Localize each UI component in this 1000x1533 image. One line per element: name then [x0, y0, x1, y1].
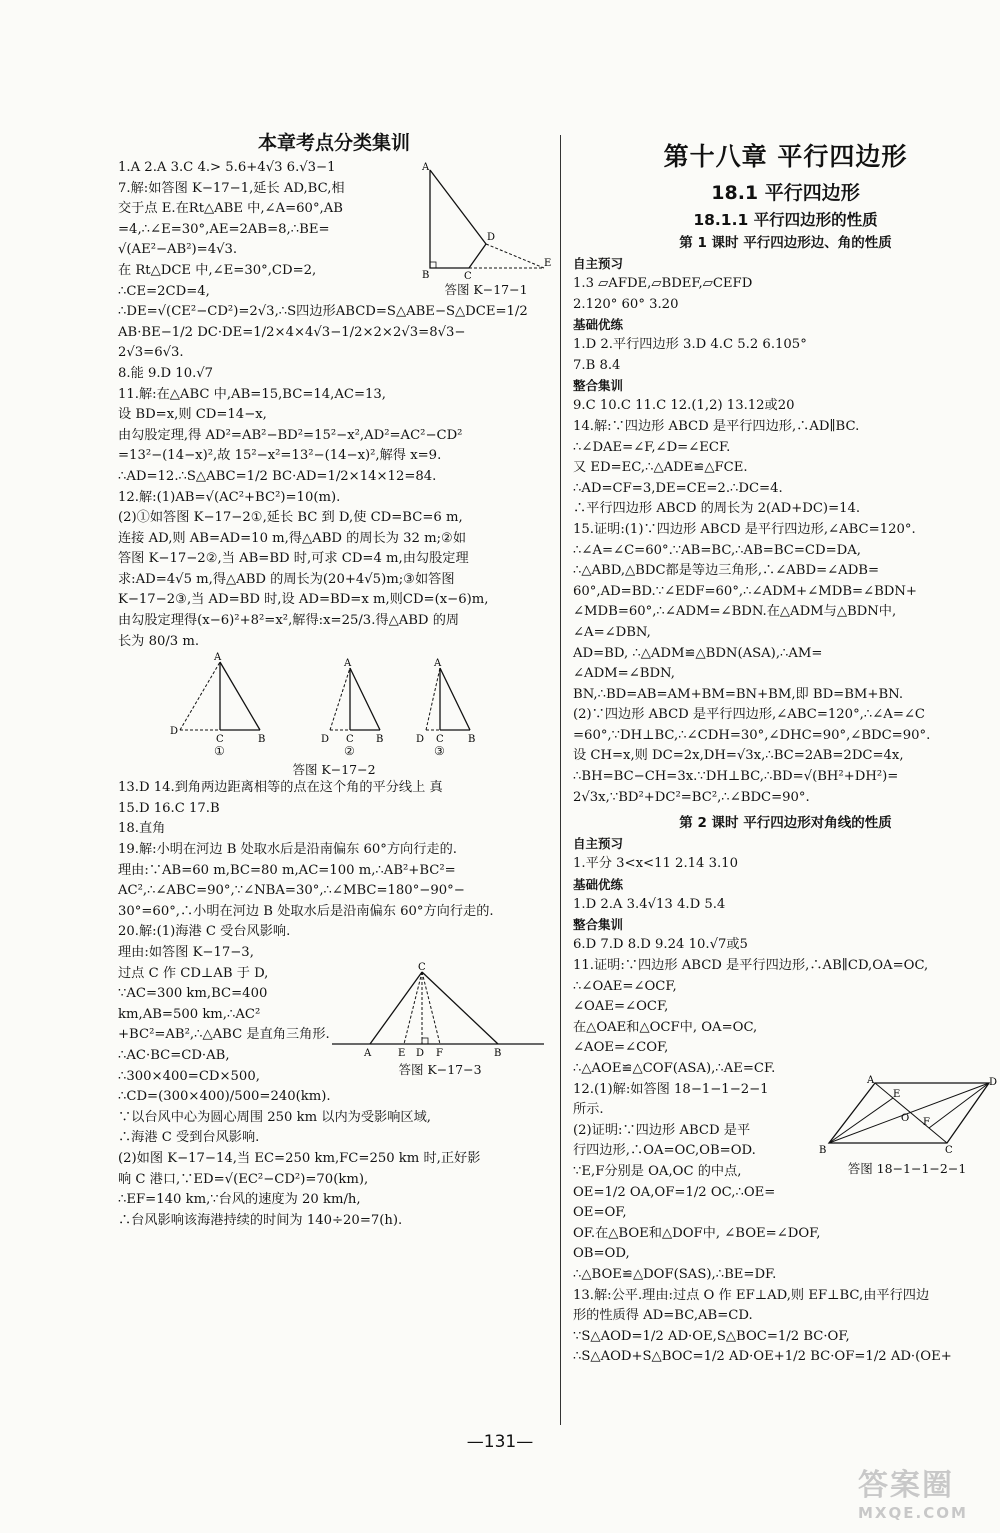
text-line: km,AB=500 km,∴AC²	[118, 1006, 261, 1022]
text-line: 9.C 10.C 11.C 12.(1,2) 13.12或20	[573, 398, 795, 414]
l1-zhenghe	[573, 396, 998, 808]
text-line: ∴海港 C 受到台风影响.	[118, 1130, 260, 1146]
text-line: 设 CH=x,则 DC=2x,DH=√3x,∴BC=2AB=2DC=4x,	[573, 748, 904, 764]
svg-text:C: C	[346, 734, 354, 746]
watermark-text: 答案圈	[858, 1468, 954, 1503]
text-line: BN,∴BD=AB=AM+BM=BN+BM,即 BD=BM+BN.	[573, 686, 904, 702]
svg-text:A: A	[344, 658, 352, 670]
text-line: ∴台风影响该海港持续的时间为 140÷20=7(h).	[118, 1212, 403, 1228]
text-line: ∴平行四边形 ABCD 的周长为 2(AD+DC)=14.	[573, 501, 861, 517]
text-line: =4,∴∠E=30°,AE=2AB=8,∴BE=	[118, 221, 330, 237]
triangle-3	[416, 658, 475, 745]
svg-text:B: B	[494, 1048, 502, 1060]
text-line: ∴∠OAE=∠OCF,	[573, 978, 677, 994]
text-line: 2√3x,∵BD²+DC²=BC²,∴∠BDC=90°.	[573, 789, 810, 805]
text-line: 交于点 E.在Rt△ABE 中,∠A=60°,AB	[118, 201, 343, 217]
lesson-2-heading: 第 2 课时 平行四边形对角线的性质	[679, 815, 892, 832]
text-line: 6.D 7.D 8.D 9.24 10.√7或5	[573, 937, 748, 953]
svg-text:D: D	[321, 734, 330, 746]
svg-text:B: B	[819, 1145, 827, 1157]
diagram-k-17-2	[118, 652, 550, 754]
text-line: 60°,AD=BD.∵∠EDF=60°,∴∠ADM+∠MDB=∠BDN+	[573, 583, 917, 599]
svg-text:F: F	[436, 1048, 443, 1060]
svg-text:E: E	[398, 1048, 406, 1060]
text-line: AB·BE−1/2 DC·DE=1/2×4×4√3−1/2×2×2√3=8√3−	[118, 324, 466, 340]
text-line: K−17−2③,当 AD=BD 时,设 AD=BD=x m,则CD=(x−6)m,	[118, 592, 489, 608]
l2-zhenghe-b	[573, 1183, 998, 1368]
text-line: 8.能 9.D 10.√7	[118, 365, 214, 381]
tag-zhenghe: 整合集训	[573, 378, 624, 394]
diagram-k-17-1	[416, 160, 556, 280]
svg-text:B: B	[258, 734, 266, 746]
text-line: 7.解:如答图 K−17−1,延长 AD,BC,相	[118, 180, 345, 196]
triangle-2	[321, 658, 383, 745]
page-number: —131—	[466, 1432, 534, 1452]
svg-text:C: C	[216, 734, 224, 746]
tag-zizhu-2: 自主预习	[573, 836, 624, 852]
text-line: 形的性质得 AD=BC,AB=CD.	[573, 1308, 753, 1324]
text-line: 15.证明:(1)∵四边形 ABCD 是平行四边形,∠ABC=120°.	[573, 521, 916, 537]
svg-text:A: A	[364, 1048, 372, 1060]
svg-text:D: D	[487, 232, 496, 243]
diagram-k-17-3	[330, 962, 550, 1060]
text-line: 11.解:在△ABC 中,AB=15,BC=14,AC=13,	[118, 386, 386, 402]
text-line: ∠AOE=∠COF,	[573, 1040, 669, 1056]
text-line: 1.D 2.A 3.4√13 4.D 5.4	[573, 896, 726, 912]
svg-text:E: E	[893, 1089, 901, 1101]
text-line: ∴CE=2CD=4,	[118, 283, 210, 299]
text-line: 19.解:小明在河边 B 处取水后是沿南偏东 60°方向行走的.	[118, 842, 457, 858]
figure-k-17-2	[118, 652, 550, 778]
text-line: 1.A 2.A 3.C 4.> 5.6+4√3 6.√3−1	[118, 160, 336, 175]
text-line: 由勾股定理,得 AD²=AB²−BD²=15²−x²,AD²=AC²−CD²	[118, 427, 463, 443]
svg-text:A: A	[434, 658, 442, 670]
l2-zizhu	[573, 854, 998, 875]
text-line: 由勾股定理得(x−6)²+8²=x²,解得:x=25/3.得△ABD 的周	[118, 613, 460, 629]
svg-text:B: B	[376, 734, 384, 746]
triangle-1	[170, 652, 265, 745]
text-line: 过点 C 作 CD⊥AB 于 D,	[118, 965, 269, 981]
sublabel-2: ②	[344, 744, 355, 759]
text-line: 14.解:∵四边形 ABCD 是平行四边形,∴AD∥BC.	[573, 418, 860, 434]
text-line: 20.解:(1)海港 C 受台风影响.	[118, 924, 291, 940]
text-line: 11.证明:∵四边形 ABCD 是平行四边形,∴AB∥CD,OA=OC,	[573, 958, 929, 974]
text-line: 理由:如答图 K−17−3,	[118, 945, 254, 960]
text-line: 2.120° 60° 3.20	[573, 296, 679, 312]
l1-zizhu	[573, 274, 998, 315]
text-line: ∴AD=CF=3,DE=CE=2.∴DC=4.	[573, 480, 783, 496]
tag-jichu: 基础优练	[573, 317, 624, 333]
text-line: AD=BD, ∴△ADM≌△BDN(ASA),∴AM=	[573, 645, 823, 661]
text-line: OF.在△BOE和△DOF中, ∠BOE=∠DOF,	[573, 1225, 821, 1241]
text-line: ∴△BOE≌△DOF(SAS),∴BE=DF.	[573, 1266, 777, 1282]
text-line: 行四边形,∴OA=OC,OB=OD.	[573, 1143, 756, 1159]
text-line: ∠A=∠DBN,	[573, 624, 651, 640]
l1-jichu	[573, 335, 998, 376]
text-line: ∴∠A=∠C=60°.∵AB=BC,∴AB=BC=CD=DA,	[573, 542, 861, 558]
svg-text:D: D	[416, 1048, 425, 1060]
text-line: ∴EF=140 km,∵台风的速度为 20 km/h,	[118, 1192, 361, 1208]
text-line: ∴DE=√(CE²−CD²)=2√3,∴S四边形ABCD=S△ABE−S△DCE=1/2	[118, 304, 528, 320]
svg-text:D: D	[416, 734, 425, 746]
text-line: 设 BD=x,则 CD=14−x,	[118, 407, 267, 423]
text-line: 在 Rt△DCE 中,∠E=30°,CD=2,	[118, 262, 317, 278]
svg-text:A: A	[214, 652, 222, 664]
text-line: 长为 80/3 m.	[118, 633, 200, 649]
text-line: 1.平分 3<x<11 2.14 3.10	[573, 856, 738, 872]
tag-zizhu: 自主预习	[573, 256, 624, 271]
figure-k-17-3	[330, 962, 550, 1078]
text-line: OB=OD,	[573, 1246, 630, 1262]
text-line: 响 C 港口,∵ED=√(EC²−CD²)=70(km),	[118, 1171, 369, 1187]
sublabel-1: ①	[214, 744, 225, 759]
text-line: 15.D 16.C 17.B	[118, 800, 220, 816]
tag-jichu-2: 基础优练	[573, 876, 624, 892]
sublabel-3: ③	[434, 744, 445, 759]
text-line: ∠ADM=∠BDN,	[573, 666, 675, 682]
figure-caption: 答图 18−1−1−2−1	[847, 1161, 967, 1177]
svg-text:A: A	[867, 1075, 875, 1087]
text-line: OE=OF,	[573, 1205, 627, 1221]
text-line: 答图 K−17−2②,当 AB=BD 时,可求 CD=4 m,由勾股定理	[118, 551, 469, 567]
section-title: 本章考点分类集训	[257, 132, 410, 154]
text-line: 在△OAE和△OCF中, OA=OC,	[573, 1019, 758, 1035]
text-line: ∴AD=12.∴S△ABC=1/2 BC·AD=1/2×14×12=84.	[118, 468, 437, 484]
text-line: 所示.	[573, 1102, 604, 1118]
text-line: 理由:∵AB=60 m,BC=80 m,AC=100 m,∴AB²+BC²=	[118, 862, 456, 878]
text-line: 又 ED=EC,∴△ADE≌△FCE.	[573, 460, 748, 476]
text-line: =60°,∵DH⊥BC,∴∠CDH=30°,∠DHC=90°,∠BDC=90°.	[573, 727, 931, 743]
figure-18-1-1-2-1	[817, 1077, 997, 1177]
left-block-4	[118, 1087, 550, 1231]
subsection-heading: 18.1.1 平行四边形的性质	[693, 211, 878, 229]
figure-caption: 答图 K−17−2	[292, 762, 376, 778]
svg-text:B: B	[468, 734, 476, 746]
svg-text:D: D	[170, 726, 179, 738]
tag-zhenghe-2: 整合集训	[573, 917, 624, 933]
figure-sublabels	[118, 744, 550, 758]
svg-text:B: B	[422, 270, 430, 281]
text-line: ∴AC·BC=CD·AB,	[118, 1047, 230, 1063]
text-line: 13.解:公平.理由:过点 O 作 EF⊥AD,则 EF⊥BC,由平行四边	[573, 1287, 930, 1303]
text-line: ∠OAE=∠OCF,	[573, 999, 669, 1015]
section-heading: 18.1 平行四边形	[711, 182, 860, 204]
text-line: ∵AC=300 km,BC=400	[118, 986, 268, 1002]
left-block-1	[118, 158, 418, 302]
svg-text:C: C	[945, 1145, 953, 1157]
watermark-logo	[858, 1460, 993, 1522]
text-line: AC²,∴∠ABC=90°,∵∠NBA=30°,∴∠MBC=180°−90°−	[118, 883, 465, 899]
text-line: 1.3 ▱AFDE,▱BDEF,▱CEFD	[573, 276, 753, 291]
svg-text:C: C	[464, 271, 472, 282]
lesson-1-heading: 第 1 课时 平行四边形边、角的性质	[679, 235, 892, 251]
text-line: 12.(1)解:如答图 18−1−1−2−1	[573, 1081, 769, 1097]
text-line: ∴300×400=CD×500,	[118, 1068, 260, 1084]
left-block-2	[118, 302, 550, 652]
text-line: (2)∵四边形 ABCD 是平行四边形,∠ABC=120°,∴∠A=∠C	[573, 707, 926, 723]
text-line: +BC²=AB²,∴△ABC 是直角三角形.	[118, 1027, 330, 1043]
text-line: 12.解:(1)AB=√(AC²+BC²)=10(m).	[118, 489, 341, 505]
text-line: ∴BH=BC−CH=3x.∵DH⊥BC,∴BD=√(BH²+DH²)=	[573, 769, 899, 785]
svg-text:C: C	[418, 962, 426, 974]
text-line: 7.B 8.4	[573, 357, 621, 373]
right-column	[573, 128, 998, 1368]
watermark-url: MXQE.COM	[858, 1504, 968, 1522]
text-line: OE=1/2 OA,OF=1/2 OC,∴OE=	[573, 1184, 776, 1200]
text-line: ∴∠DAE=∠F,∠D=∠ECF.	[573, 439, 731, 455]
figure-k-17-1	[416, 160, 556, 300]
l2-jichu	[573, 895, 998, 916]
svg-text:C: C	[436, 734, 444, 746]
text-line: ∠MDB=60°,∴∠ADM=∠BDN.在△ADM与△BDN中,	[573, 604, 897, 620]
column-divider	[560, 135, 561, 1425]
text-line: ∵以台风中心为圆心周围 250 km 以内为受影响区域,	[118, 1109, 431, 1125]
text-line: 2√3=6√3.	[118, 345, 184, 361]
text-line: ∴S△AOD+S△BOC=1/2 AD·OE+1/2 BC·OF=1/2 AD·(OE+	[573, 1349, 952, 1365]
svg-text:D: D	[989, 1077, 998, 1089]
text-line: √(AE²−AB²)=4√3.	[118, 242, 238, 258]
text-line: (2)①如答图 K−17−2①,延长 BC 到 D,使 CD=BC=6 m,	[118, 510, 463, 526]
text-line: ∴CD=(300×400)/500=240(km).	[118, 1089, 331, 1105]
text-line: 求:AD=4√5 m,得△ABD 的周长为(20+4√5)m;③如答图	[118, 571, 455, 587]
text-line: 连接 AD,则 AB=AD=10 m,得△ABD 的周长为 32 m;②如	[118, 530, 467, 546]
text-line: (2)证明:∵四边形 ABCD 是平	[573, 1122, 751, 1138]
figure-caption: 答图 K−17−1	[444, 282, 528, 297]
text-line: =13²−(14−x)²,故 15²−x²=13²−(14−x)²,解得 x=9.	[118, 448, 442, 464]
svg-text:E: E	[544, 258, 552, 269]
chapter-title: 第十八章 平行四边形	[663, 142, 908, 171]
text-line: ∵E,F分别是 OA,OC 的中点,	[573, 1163, 742, 1179]
svg-text:A: A	[422, 162, 430, 173]
text-line: 13.D 14.到角两边距离相等的点在这个角的平分线上 真	[118, 780, 443, 796]
text-line: ∴△ABD,△BDC都是等边三角形,∴∠ABD=∠ADB=	[573, 563, 880, 579]
text-line: ∵S△AOD=1/2 AD·OE,S△BOC=1/2 BC·OF,	[573, 1328, 850, 1344]
text-line: 18.直角	[118, 821, 166, 837]
text-line: ∴△AOE≌△COF(ASA),∴AE=CF.	[573, 1061, 776, 1076]
text-line: 1.D 2.平行四边形 3.D 4.C 5.2 6.105°	[573, 337, 807, 353]
figure-caption: 答图 K−17−3	[398, 1062, 482, 1078]
text-line: 30°=60°,∴小明在河边 B 处取水后是沿南偏东 60°方向行走的.	[118, 903, 494, 919]
svg-text:O: O	[901, 1113, 910, 1125]
svg-text:F: F	[923, 1117, 930, 1129]
text-line: (2)如图 K−17−14,当 EC=250 km,FC=250 km 时,正好影	[118, 1150, 481, 1166]
left-column	[118, 128, 550, 1231]
diagram-parallelogram	[817, 1077, 997, 1155]
